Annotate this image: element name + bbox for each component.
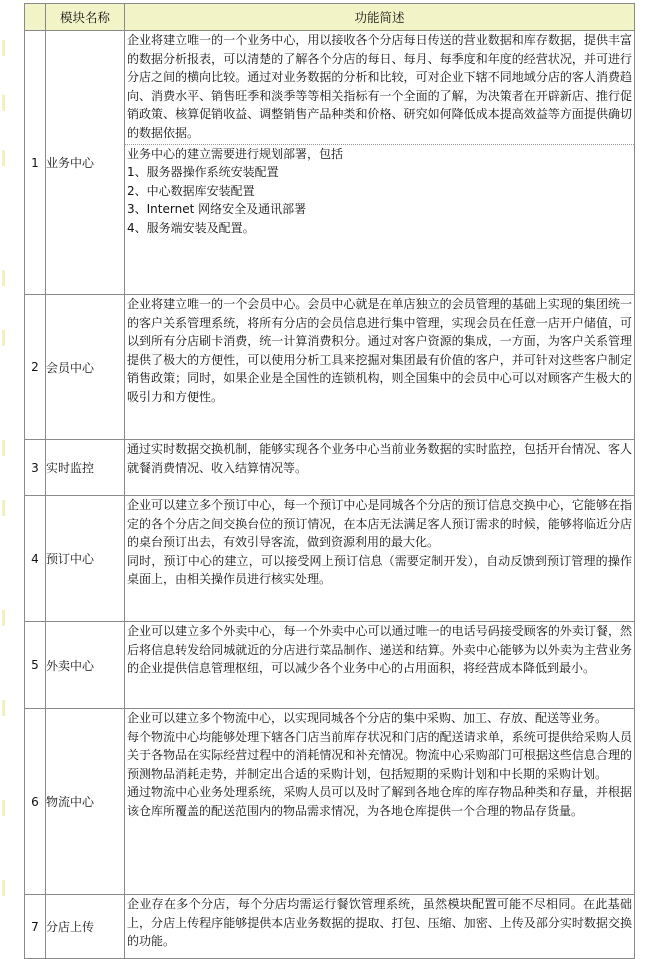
module-name: 物流中心 xyxy=(46,709,125,895)
module-description xyxy=(125,622,635,709)
header-module-name: 模块名称 xyxy=(46,4,125,31)
module-description xyxy=(125,295,635,440)
module-description xyxy=(125,895,635,959)
table-row xyxy=(25,622,635,709)
table-row xyxy=(25,895,635,959)
description-paragraph: 企业可以建立多个外卖中心，每一个外卖中心可以通过唯一的电话号码接受顾客的外卖订餐，然后将信息转发给同城就近的分店进行菜品制作、递送和结算。外卖中心能够为以外卖为主营业务的企业提供信息管理枢纽，可以减少各个业务中心的占用面积，将经营成本降低到最小。 xyxy=(127,624,632,676)
description-paragraph: 企业可以建立多个预订中心，每一个预订中心是同城各个分店的预订信息交换中心，它能够在指定的各个分店之间交换台位的预订情况，在本店无法满足客人预订需求的时候，能够将临近分店的桌台预订出去，有效引导客流，做到资源利用的最大化。 xyxy=(127,498,632,550)
module-description xyxy=(125,496,635,622)
header-function-summary: 功能简述 xyxy=(125,4,635,31)
description-paragraph: 通过物流中心业务处理系统，采购人员可以及时了解到各地仓库的库存物品种类和存量，并根据该仓库所覆盖的配送范围内的物品需求情况，为各地仓库提供一个合理的物品存货量。 xyxy=(127,785,632,818)
table-row xyxy=(25,709,635,895)
table-row xyxy=(25,31,635,295)
left-margin-stripe xyxy=(0,0,24,936)
module-name: 分店上传 xyxy=(46,895,125,959)
deployment-list-item: 2、中心数据库安装配置 xyxy=(127,183,255,198)
description-paragraph: 企业存在多个分店，每个分店均需运行餐饮管理系统，虽然模块配置可能不尽相同。在此基础上，分店上传程序能够提供本店业务数据的提取、打包、压缩、加密、上传及部分实时数据交换的功能。 xyxy=(127,897,632,949)
row-number: 5 xyxy=(25,622,46,709)
module-name: 外卖中心 xyxy=(46,622,125,709)
module-description xyxy=(125,440,635,496)
description-paragraph: 每个物流中心均能够处理下辖各门店当前库存状况和门店的配送请求单，系统可提供给采购人员关于各物品在实际经营过程中的消耗情况和补充情况。物流中心采购部门可根据这些信息合理的预测物品消耗走势，并制定出合适的采购计划，包括短期的采购计划和中长期的采购计划。 xyxy=(127,729,632,781)
row-number: 3 xyxy=(25,440,46,496)
row-number: 7 xyxy=(25,895,46,959)
module-description xyxy=(125,31,635,295)
deployment-section xyxy=(125,145,634,239)
module-name: 业务中心 xyxy=(46,31,125,295)
description-paragraph: 通过实时数据交换机制，能够实现各个业务中心当前业务数据的实时监控，包括开台情况、客人就餐消费情况、收入结算情况等。 xyxy=(127,442,632,475)
header-number-cell xyxy=(25,4,46,31)
module-table xyxy=(24,3,635,959)
description-section xyxy=(125,31,634,145)
deployment-intro: 业务中心的建立需要进行规划部署，包括 xyxy=(127,146,344,161)
deployment-list-item: 3、Internet 网络安全及通讯部署 xyxy=(127,202,307,217)
row-number: 4 xyxy=(25,496,46,622)
table-row xyxy=(25,295,635,440)
row-number: 2 xyxy=(25,295,46,440)
description-paragraph: 企业可以建立多个物流中心，以实现同城各个分店的集中采购、加工、存放、配送等业务。 xyxy=(127,711,608,725)
module-name: 预订中心 xyxy=(46,496,125,622)
table-row xyxy=(25,496,635,622)
module-name: 会员中心 xyxy=(46,295,125,440)
table-row xyxy=(25,440,635,496)
module-description xyxy=(125,709,635,895)
table-header-row xyxy=(25,4,635,31)
description-paragraph: 企业将建立唯一的一个会员中心。会员中心就是在单店独立的会员管理的基础上实现的集团统一的客户关系管理系统，将所有分店的会员信息进行集中管理，实现会员在任意一店开户储值，可以到所有分店刷卡消费，统一计算消费积分。通过对客户资源的集成，一方面，为客户关系管理提供了极大的方便性，可以使用分析工具来挖掘对集团最有价值的客户，并可针对这些客户制定销售政策；同时，如果企业是全国性的连锁机构，则全国集中的会员中心可以对顾客产生极大的吸引力和方便性。 xyxy=(127,297,632,404)
row-number: 6 xyxy=(25,709,46,895)
deployment-list-item: 1、服务器操作系统安装配置 xyxy=(127,165,279,180)
description-paragraph: 同时，预订中心的建立，可以接受网上预订信息（需要定制开发），自动反馈到预订管理的操作桌面上，由相关操作员进行核实处理。 xyxy=(127,553,632,587)
module-name: 实时监控 xyxy=(46,440,125,496)
description-paragraph: 企业将建立唯一的一个业务中心，用以接收各个分店每日传送的营业数据和库存数据，提供丰富的数据分析报表，可以清楚的了解各个分店的每日、每月、每季度和年度的经营状况，并可进行分店之间的横向比较。通过对业务数据的分析和比较，可对企业下辖不同地域分店的客人消费趋向、消费水平、销售旺季和淡季等等相关指标有一个全面的了解，为决策者在开辟新店、推行促销政策、核算促销收益、调整销售产品种类和价格、研究如何降低成本提高效益等方面提供确切的数据依据。 xyxy=(127,33,632,140)
row-number: 1 xyxy=(25,31,46,295)
deployment-list-item: 4、服务端安装及配置。 xyxy=(127,220,255,235)
